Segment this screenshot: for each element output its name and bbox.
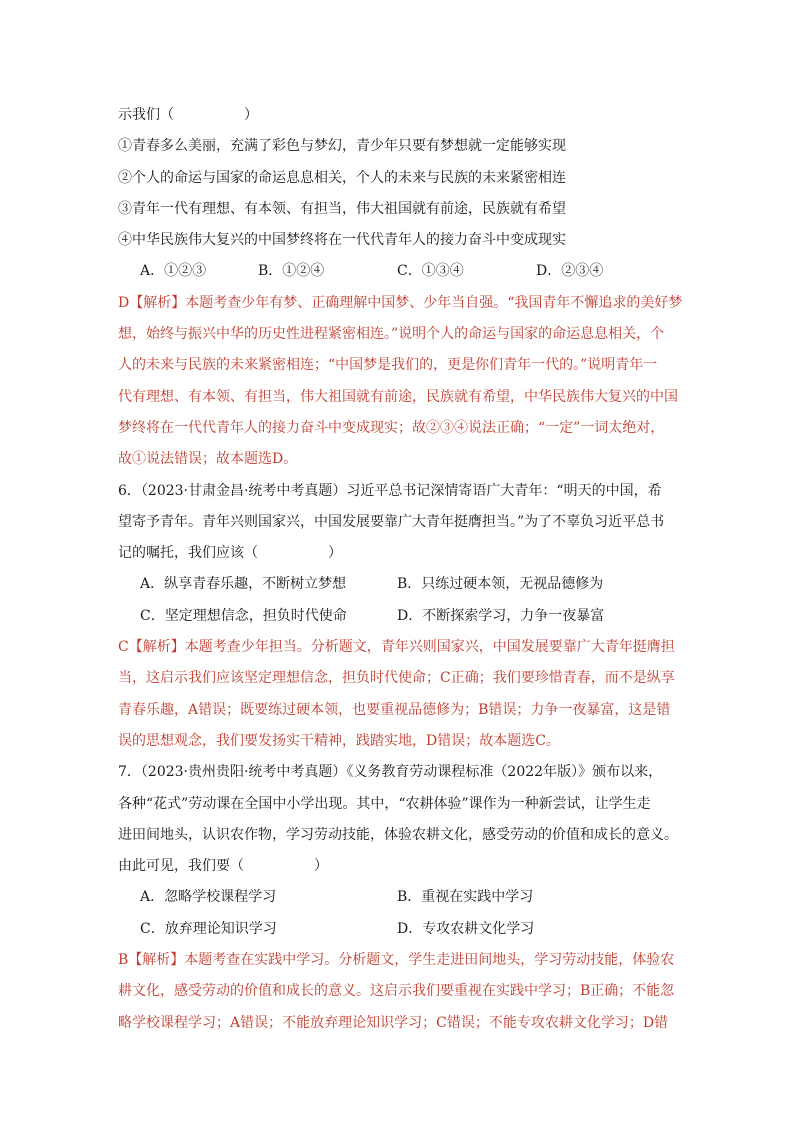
q7-options-row-2 (118, 914, 688, 945)
q7-stem-line-3: 进田间地头，认识农作物，学习劳动技能，体验农耕文化，感受劳动的价值和成长的意义。 (118, 826, 678, 843)
q6-answer-line-3: 青春乐趣，A错误；既要练过硬本领，也要重视品德修为；B错误；力争一夜暴富，这是错 (118, 701, 671, 718)
q6-stem-line-1: 6．（2023·甘肃金昌·统考中考真题）习近平总书记深情寄语广大青年：“明天的中国，希 (118, 482, 662, 499)
q5-option-a: A．①②③ (140, 263, 207, 280)
q7-stem-line-1: 7．（2023·贵州贵阳·统考中考真题）《义务教育劳动课程标准（2022年版）》颁布以来， (118, 764, 663, 781)
q6-option-b: B．只练过硬本领，无视品德修为 (397, 576, 604, 593)
q7-option-a: A．忽略学校课程学习 (140, 889, 277, 906)
q5-answer-line-3: 人的未来与民族的未来紧密相连；“中国梦是我们的，更是你们青年一代的。”说明青年一 (118, 357, 658, 374)
q5-stem-tail: 示我们（ ） (118, 107, 258, 123)
q7-answer-line-3: 略学校课程学习；A错误；不能放弃理论知识学习；C错误；不能专攻农耕文化学习；D错 (118, 1014, 669, 1031)
q5-option-b: B．①②④ (258, 263, 325, 280)
q7-stem-line-2: 各种“花式”劳动课在全国中小学出现。其中，“农耕体验”课作为一种新尝试，让学生走 (118, 795, 651, 812)
q6-answer-line-1: C【解析】本题考查少年担当。分析题文，青年兴则国家兴，中国发展要靠广大青年挺膺担 (118, 639, 675, 656)
q7-option-b: B．重视在实践中学习 (397, 889, 534, 906)
q5-answer-line-6: 故①说法错误；故本题选D。 (118, 451, 298, 468)
q6-stem-line-2: 望寄予青年。青年兴则国家兴，中国发展要靠广大青年挺膺担当。”为了不辜负习近平总书 (118, 513, 665, 530)
q7-answer-line-2: 耕文化，感受劳动的价值和成长的意义。这启示我们要重视在实践中学习；B正确；不能忽 (118, 983, 675, 1000)
page-content (118, 100, 688, 1039)
q7-option-d: D．专攻农耕文化学习 (397, 920, 535, 937)
q7-options-row-1 (118, 882, 688, 913)
q6-options-row-1 (118, 569, 688, 600)
q5-option-c: C．①③④ (397, 263, 464, 280)
q5-answer-line-2: 想，始终与振兴中华的历史性进程紧密相连。”说明个人的命运与国家的命运息息相关，个 (118, 326, 665, 343)
q5-options (118, 256, 688, 287)
q5-answer-line-1: D【解析】本题考查少年有梦、正确理解中国梦、少年当自强。“我国青年不懈追求的美好梦 (118, 294, 683, 311)
q5-answer-line-4: 代有理想、有本领、有担当，伟大祖国就有前途，民族就有希望，中华民族伟大复兴的中国 (118, 388, 678, 405)
q7-answer-line-1: B【解析】本题考查在实践中学习。分析题文，学生走进田间地头，学习劳动技能，体验农 (118, 952, 675, 969)
q5-statement-1: ①青春多么美丽，充满了彩色与梦幻，青少年只要有梦想就一定能够实现 (118, 138, 566, 155)
q6-option-a: A．纵享青春乐趣，不断树立梦想 (140, 576, 347, 593)
q7-option-c: C．放弃理论知识学习 (140, 920, 277, 937)
q6-options-row-2 (118, 601, 688, 632)
q5-statement-4: ④中华民族伟大复兴的中国梦终将在一代代青年人的接力奋斗中变成现实 (118, 232, 566, 249)
q5-statement-2: ②个人的命运与国家的命运息息相关，个人的未来与民族的未来紧密相连 (118, 169, 566, 186)
q5-option-d: D．②③④ (536, 263, 604, 280)
q6-option-c: C．坚定理想信念，担负时代使命 (140, 607, 347, 624)
q5-statement-3: ③青年一代有理想、有本领、有担当，伟大祖国就有前途，民族就有希望 (118, 200, 566, 217)
q6-stem-line-3: 记的嘱托，我们应该（ ） (118, 545, 342, 562)
q6-answer-line-2: 当，这启示我们应该坚定理想信念，担负时代使命；C正确；我们要珍惜青春，而不是纵享 (118, 670, 675, 687)
q6-option-d: D．不断探索学习，力争一夜暴富 (397, 607, 605, 624)
q7-stem-line-4: 由此可见，我们要（ ） (118, 858, 328, 875)
q6-answer-line-4: 误的思想观念，我们要发扬实干精神，践踏实地，D错误；故本题选C。 (118, 732, 560, 749)
q5-answer-line-5: 梦终将在一代代青年人的接力奋斗中变成现实；故②③④说法正确；“一定”一词太绝对， (118, 419, 665, 436)
